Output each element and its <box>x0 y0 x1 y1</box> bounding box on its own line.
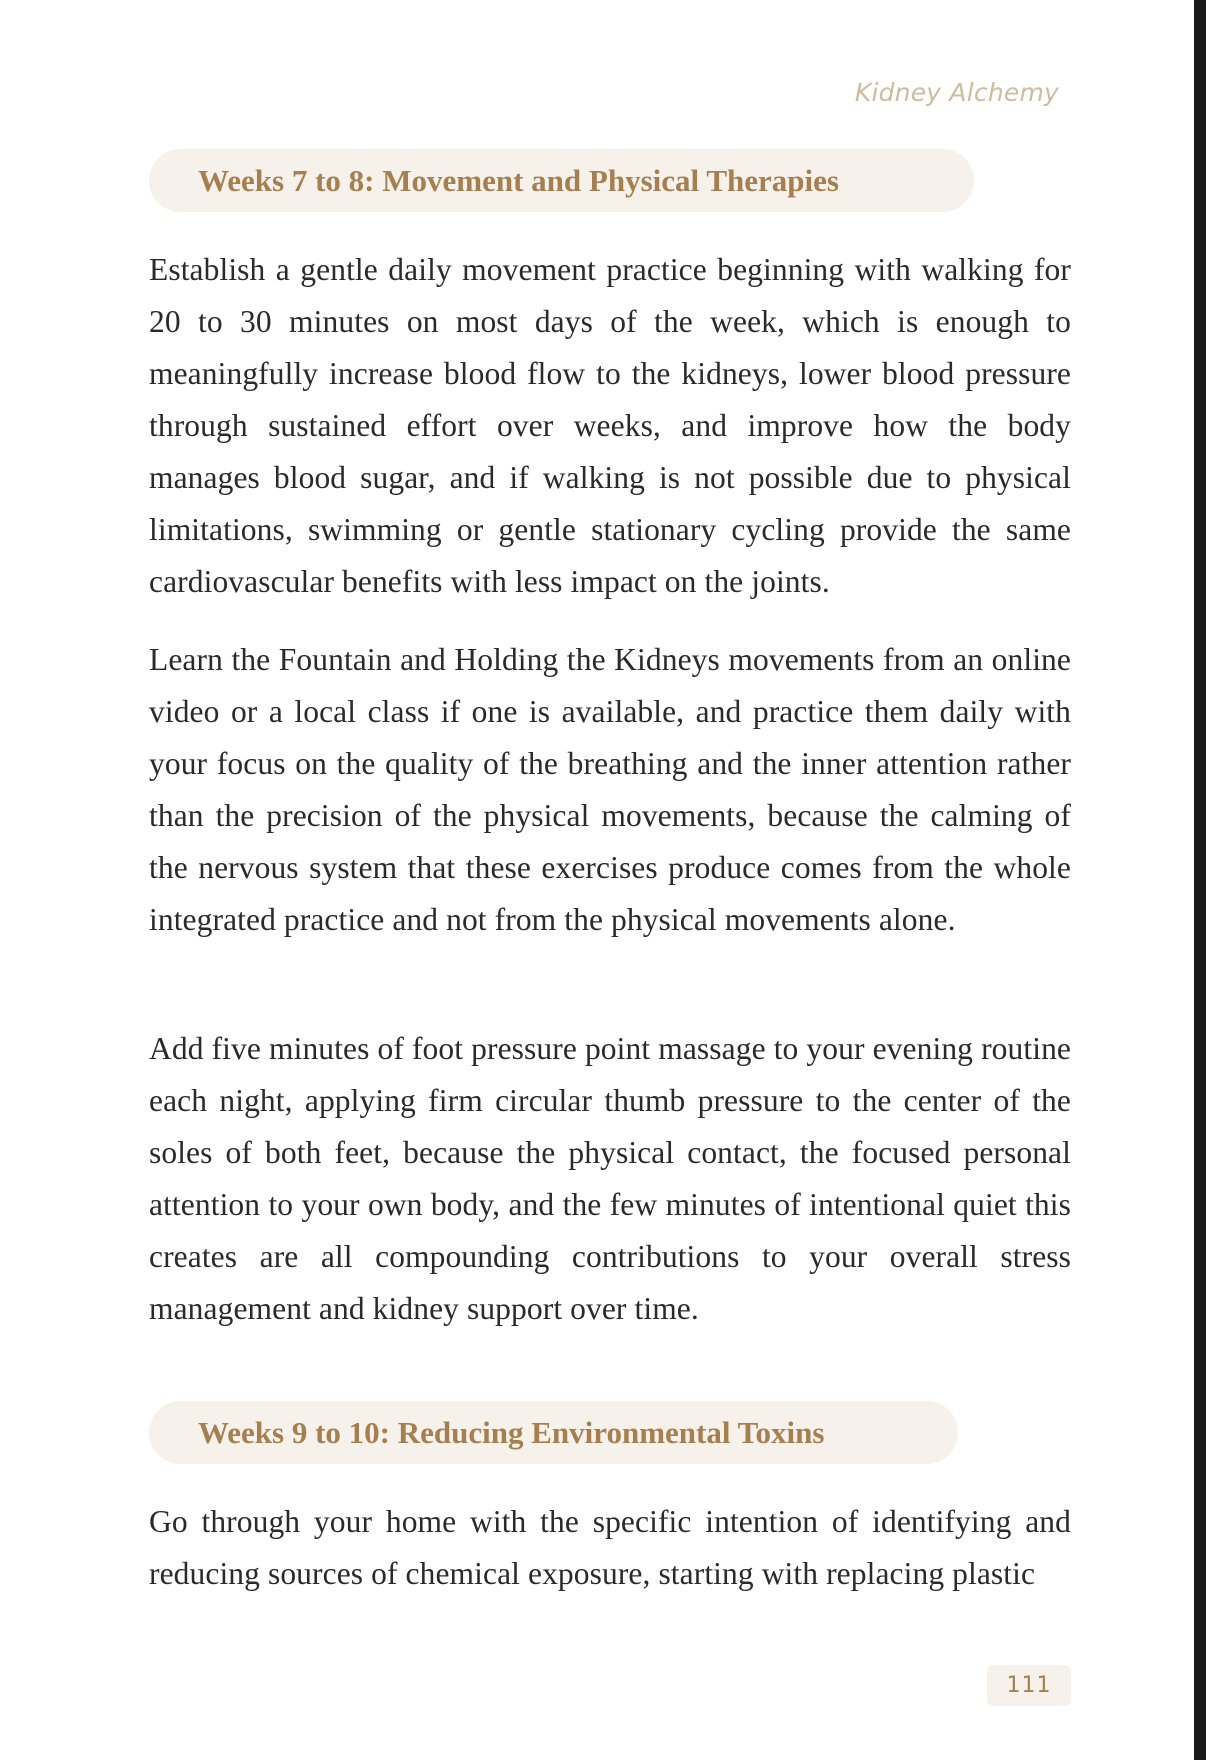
paragraph-foot-massage: Add five minutes of foot pressure point massage to your evening routine each night, applying firm circular thumb pressure to the center of the soles of both feet, because the physical contact, the focused personal attention to your own body, and the few minutes of intentional quiet this creates are all compounding contributions to your overall stress management and kidney support over time. <box>149 1031 1071 1326</box>
running-header: Kidney Alchemy <box>854 78 1059 107</box>
screen-edge <box>1194 0 1206 1760</box>
section-heading-weeks-9-10: Weeks 9 to 10: Reducing Environmental Toxins <box>149 1401 958 1464</box>
paragraph-walking-practice: Establish a gentle daily movement practice beginning with walking for 20 to 30 minutes on most days of the week, which is enough to meaningfully increase blood flow to the kidneys, lower blood pressure through sustained effort over weeks, and improve how the body manages blood sugar, and if walking is not possible due to physical limitations, swimming or gentle stationary cycling provide the same cardiovascular benefits with less impact on the joints. <box>149 252 1071 599</box>
paragraph-chemical-exposure: Go through your home with the specific intention of identifying and reducing sources of chemical exposure, starting with replacing plastic <box>149 1504 1071 1591</box>
paragraph-fountain-movements: Learn the Fountain and Holding the Kidneys movements from an online video or a local class if one is available, and practice them daily with your focus on the quality of the breathing and the inner attention rather than the precision of the physical movements, because the calming of the nervous system that these exercises produce comes from the whole integrated practice and not from the physical movements alone. <box>149 642 1071 937</box>
page-number: 111 <box>987 1665 1071 1706</box>
section-heading-weeks-7-8: Weeks 7 to 8: Movement and Physical Therapies <box>149 149 974 212</box>
